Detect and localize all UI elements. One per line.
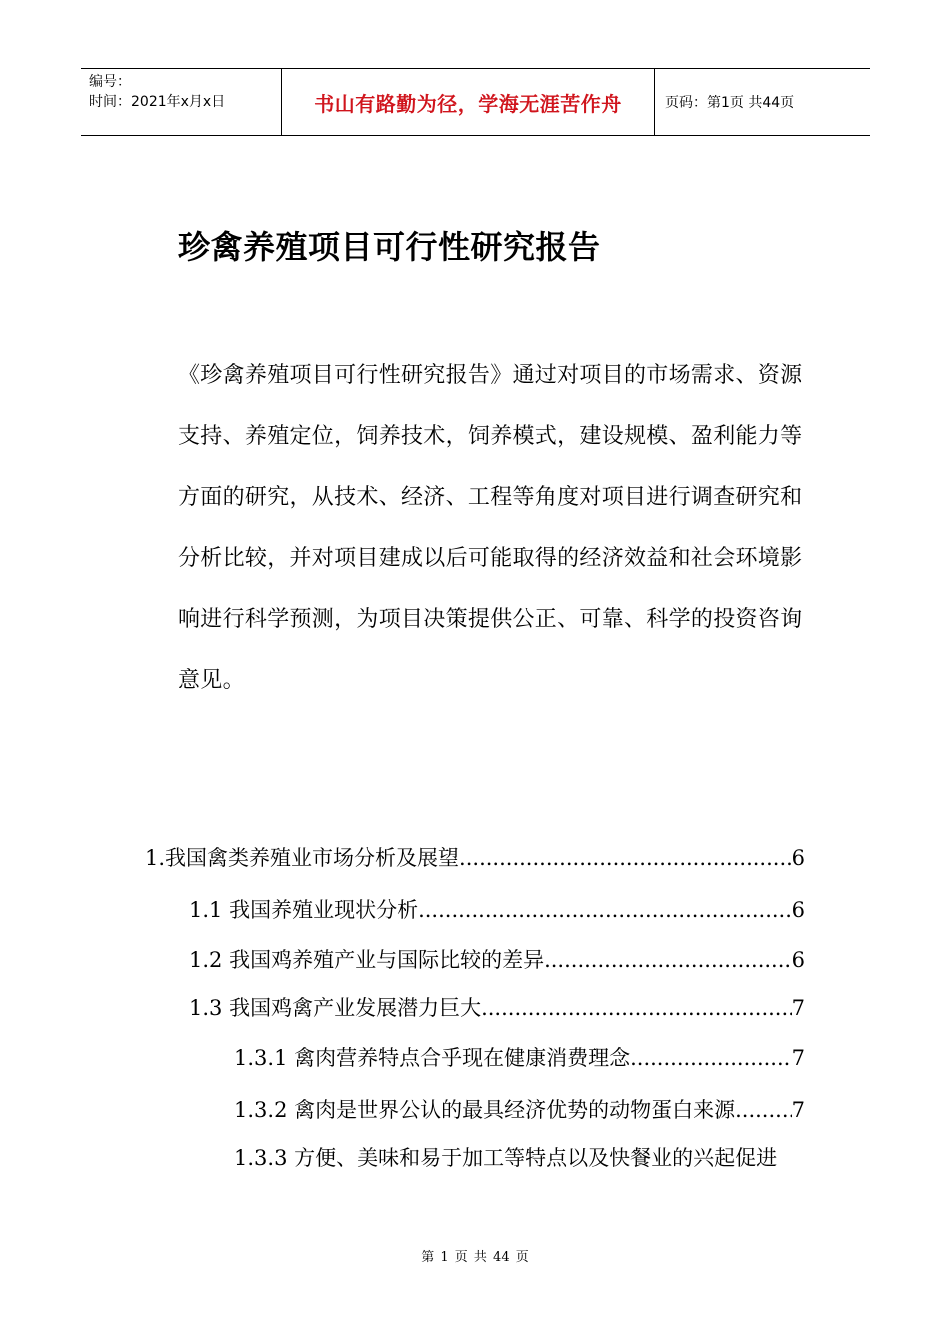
toc-entry[interactable] [189, 890, 805, 930]
toc-entry-page: 7 [791, 1046, 805, 1070]
abstract-paragraph [178, 350, 808, 716]
toc-entry-title: 1.3.3 方便、美味和易于加工等特点以及快餐业的兴起促进 [234, 1146, 778, 1170]
toc-entry-title: 1.1 我国养殖业现状分析 [189, 898, 419, 922]
toc-leader-dots [735, 1090, 792, 1130]
toc-leader-dots [418, 890, 792, 930]
toc-entry-page: 7 [791, 996, 805, 1020]
toc-entry[interactable] [234, 1038, 805, 1078]
toc-entry[interactable] [145, 838, 805, 878]
abstract-line: 方面的研究，从技术、经济、工程等角度对项目进行调查研究和 [178, 485, 803, 510]
toc-entry[interactable] [234, 1138, 805, 1178]
toc-entry[interactable] [189, 988, 805, 1028]
toc-entry[interactable] [189, 940, 805, 980]
header-meta [81, 69, 281, 135]
toc-entry-title: 1.3 我国鸡禽产业发展潜力巨大 [189, 996, 482, 1020]
toc-entry-title: 1.3.1 禽肉营养特点合乎现在健康消费理念 [234, 1046, 631, 1070]
toc-leader-dots [481, 988, 792, 1028]
abstract-line: 支持、养殖定位，饲养技术，饲养模式，建设规模、盈利能力等 [178, 424, 803, 449]
toc-entry-title: 1.我国禽类养殖业市场分析及展望 [145, 846, 460, 870]
toc-entry-page: 6 [791, 846, 805, 870]
toc-entry-page: 7 [791, 1098, 805, 1122]
toc-entry[interactable] [234, 1090, 805, 1130]
header-motto-cell [281, 69, 655, 135]
abstract-line: 意见。 [178, 668, 245, 693]
toc-leader-dots [630, 1038, 792, 1078]
toc-entry-page: 6 [791, 948, 805, 972]
toc-entry-page: 6 [791, 898, 805, 922]
toc-entry-title: 1.2 我国鸡养殖产业与国际比较的差异 [189, 948, 545, 972]
abstract-line: 《珍禽养殖项目可行性研究报告》通过对项目的市场需求、资源 [178, 363, 803, 388]
toc-entry-title: 1.3.2 禽肉是世界公认的最具经济优势的动物蛋白来源 [234, 1098, 736, 1122]
document-title: 珍禽养殖项目可行性研究报告 [178, 228, 601, 266]
toc-leader-dots [544, 940, 792, 980]
page-footer: 第 1 页 共 44 页 [421, 1250, 529, 1265]
page-header [81, 68, 870, 136]
toc-leader-dots [459, 838, 792, 878]
header-motto: 书山有路勤为径，学海无涯苦作舟 [314, 91, 622, 116]
abstract-line: 响进行科学预测，为项目决策提供公正、可靠、科学的投资咨询 [178, 607, 803, 632]
header-page-info: 页码：第1页 共44页 [665, 95, 795, 111]
abstract-line: 分析比较，并对项目建成以后可能取得的经济效益和社会环境影 [178, 546, 803, 571]
document-number-label: 编号： [89, 74, 131, 90]
document-time-label: 时间：2021年x月x日 [89, 94, 226, 110]
